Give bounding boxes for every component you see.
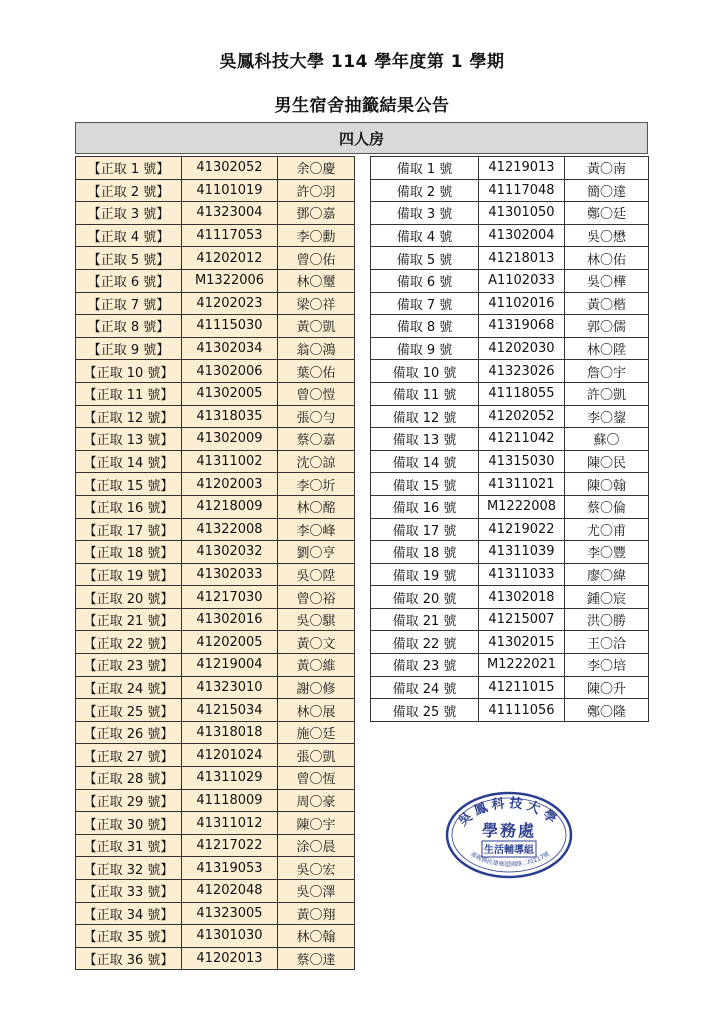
admitted-number-label: 【正取 24 號】 <box>76 676 182 699</box>
waitlist-student-id: 41202030 <box>479 337 565 360</box>
waitlist-student-name: 許〇凱 <box>565 382 649 405</box>
admitted-number-label: 【正取 18 號】 <box>76 541 182 564</box>
waitlist-number-label: 備取 14 號 <box>371 450 479 473</box>
admitted-number-label: 【正取 29 號】 <box>76 789 182 812</box>
admitted-number-label: 【正取 11 號】 <box>76 382 182 405</box>
waitlist-number-label: 備取 19 號 <box>371 563 479 586</box>
admitted-student-id: 41302009 <box>182 428 278 451</box>
waitlist-student-name: 吳〇樺 <box>565 269 649 292</box>
waitlist-row <box>371 269 649 292</box>
admitted-student-name: 林〇翰 <box>278 925 355 948</box>
waitlist-student-id: 41215007 <box>479 608 565 631</box>
waitlist-row <box>371 247 649 270</box>
waitlist-student-name: 洪〇勝 <box>565 608 649 631</box>
waitlist-table <box>370 156 649 722</box>
admitted-student-name: 曾〇裕 <box>278 586 355 609</box>
admitted-student-name: 吳〇陞 <box>278 563 355 586</box>
waitlist-row <box>371 360 649 383</box>
waitlist-student-id: 41311033 <box>479 563 565 586</box>
admitted-row <box>76 721 355 744</box>
admitted-row <box>76 789 355 812</box>
admitted-table <box>75 156 355 970</box>
admitted-row <box>76 812 355 835</box>
admitted-student-id: 41302034 <box>182 337 278 360</box>
admitted-student-name: 劉〇亨 <box>278 541 355 564</box>
admitted-row <box>76 767 355 790</box>
admitted-student-name: 許〇羽 <box>278 179 355 202</box>
admitted-student-name: 葉〇佑 <box>278 360 355 383</box>
waitlist-row <box>371 202 649 225</box>
admitted-student-id: 41202005 <box>182 631 278 654</box>
waitlist-student-name: 林〇陞 <box>565 337 649 360</box>
waitlist-student-id: 41211042 <box>479 428 565 451</box>
admitted-number-label: 【正取 12 號】 <box>76 405 182 428</box>
waitlist-student-name: 陳〇升 <box>565 676 649 699</box>
admitted-student-name: 周〇豪 <box>278 789 355 812</box>
admitted-row <box>76 337 355 360</box>
admitted-student-id: 41118009 <box>182 789 278 812</box>
admitted-number-label: 【正取 30 號】 <box>76 812 182 835</box>
waitlist-student-name: 蔡〇倫 <box>565 495 649 518</box>
waitlist-student-id: 41311039 <box>479 541 565 564</box>
admitted-number-label: 【正取 36 號】 <box>76 947 182 970</box>
waitlist-row <box>371 654 649 677</box>
admitted-number-label: 【正取 28 號】 <box>76 767 182 790</box>
admitted-student-name: 沈〇諒 <box>278 450 355 473</box>
admitted-row <box>76 586 355 609</box>
waitlist-number-label: 備取 6 號 <box>371 269 479 292</box>
waitlist-student-name: 廖〇緯 <box>565 563 649 586</box>
admitted-row <box>76 925 355 948</box>
waitlist-student-id: 41211015 <box>479 676 565 699</box>
admitted-number-label: 【正取 22 號】 <box>76 631 182 654</box>
waitlist-student-name: 尤〇甫 <box>565 518 649 541</box>
admitted-number-label: 【正取 17 號】 <box>76 518 182 541</box>
admitted-row <box>76 360 355 383</box>
waitlist-row <box>371 382 649 405</box>
admitted-row <box>76 382 355 405</box>
waitlist-number-label: 備取 18 號 <box>371 541 479 564</box>
waitlist-student-name: 林〇佑 <box>565 247 649 270</box>
page-subtitle: 男生宿舍抽籤結果公告 <box>274 96 450 116</box>
admitted-student-name: 梁〇祥 <box>278 292 355 315</box>
admitted-student-id: M1322006 <box>182 269 278 292</box>
waitlist-row <box>371 157 649 180</box>
waitlist-number-label: 備取 7 號 <box>371 292 479 315</box>
waitlist-number-label: 備取 17 號 <box>371 518 479 541</box>
admitted-number-label: 【正取 16 號】 <box>76 495 182 518</box>
waitlist-student-id: 41111056 <box>479 699 565 722</box>
waitlist-student-id: A1102033 <box>479 269 565 292</box>
admitted-row <box>76 541 355 564</box>
admitted-student-name: 張〇凱 <box>278 744 355 767</box>
admitted-student-name: 余〇慶 <box>278 157 355 180</box>
admitted-number-label: 【正取 2 號】 <box>76 179 182 202</box>
waitlist-number-label: 備取 16 號 <box>371 495 479 518</box>
waitlist-row <box>371 428 649 451</box>
admitted-row <box>76 405 355 428</box>
admitted-student-id: 41115030 <box>182 315 278 338</box>
waitlist-number-label: 備取 13 號 <box>371 428 479 451</box>
admitted-row <box>76 224 355 247</box>
waitlist-number-label: 備取 5 號 <box>371 247 479 270</box>
waitlist-student-id: 41319068 <box>479 315 565 338</box>
waitlist-student-id: 41219022 <box>479 518 565 541</box>
waitlist-number-label: 備取 10 號 <box>371 360 479 383</box>
waitlist-student-name: 鄭〇廷 <box>565 202 649 225</box>
admitted-student-id: 41318035 <box>182 405 278 428</box>
waitlist-student-id: 41118055 <box>479 382 565 405</box>
admitted-student-id: 41302033 <box>182 563 278 586</box>
admitted-student-name: 黃〇維 <box>278 654 355 677</box>
waitlist-student-name: 陳〇民 <box>565 450 649 473</box>
admitted-number-label: 【正取 1 號】 <box>76 157 182 180</box>
admitted-student-name: 林〇酩 <box>278 495 355 518</box>
admitted-row <box>76 947 355 970</box>
waitlist-row <box>371 224 649 247</box>
waitlist-number-label: 備取 12 號 <box>371 405 479 428</box>
admitted-row <box>76 473 355 496</box>
waitlist-student-name: 黃〇南 <box>565 157 649 180</box>
waitlist-row <box>371 699 649 722</box>
admitted-row <box>76 902 355 925</box>
admitted-number-label: 【正取 4 號】 <box>76 224 182 247</box>
admitted-number-label: 【正取 34 號】 <box>76 902 182 925</box>
admitted-student-id: 41301030 <box>182 925 278 948</box>
admitted-student-name: 黃〇凱 <box>278 315 355 338</box>
admitted-student-id: 41322008 <box>182 518 278 541</box>
waitlist-row <box>371 608 649 631</box>
admitted-student-id: 41202048 <box>182 880 278 903</box>
admitted-student-id: 41202013 <box>182 947 278 970</box>
admitted-student-id: 41318018 <box>182 721 278 744</box>
admitted-row <box>76 744 355 767</box>
admitted-row <box>76 292 355 315</box>
waitlist-student-name: 蘇〇 <box>565 428 649 451</box>
admitted-number-label: 【正取 10 號】 <box>76 360 182 383</box>
admitted-student-name: 蔡〇嘉 <box>278 428 355 451</box>
waitlist-number-label: 備取 11 號 <box>371 382 479 405</box>
admitted-student-id: 41117053 <box>182 224 278 247</box>
waitlist-student-name: 李〇豐 <box>565 541 649 564</box>
admitted-row <box>76 202 355 225</box>
waitlist-number-label: 備取 20 號 <box>371 586 479 609</box>
waitlist-number-label: 備取 24 號 <box>371 676 479 699</box>
admitted-student-name: 吳〇宏 <box>278 857 355 880</box>
admitted-row <box>76 608 355 631</box>
waitlist-student-name: 鍾〇宸 <box>565 586 649 609</box>
admitted-student-id: 41217022 <box>182 834 278 857</box>
admitted-student-name: 施〇廷 <box>278 721 355 744</box>
admitted-number-label: 【正取 20 號】 <box>76 586 182 609</box>
admitted-student-name: 陳〇宇 <box>278 812 355 835</box>
waitlist-number-label: 備取 4 號 <box>371 224 479 247</box>
admitted-student-name: 蔡〇達 <box>278 947 355 970</box>
admitted-student-name: 林〇展 <box>278 699 355 722</box>
waitlist-number-label: 備取 22 號 <box>371 631 479 654</box>
stamp-bottom-text: 嘉義縣民雄鄉建國路二段117號 <box>469 850 551 869</box>
admitted-row <box>76 654 355 677</box>
admitted-row <box>76 428 355 451</box>
admitted-row <box>76 834 355 857</box>
waitlist-number-label: 備取 21 號 <box>371 608 479 631</box>
waitlist-student-id: M1222008 <box>479 495 565 518</box>
page-title: 吳鳳科技大學 114 學年度第 1 學期 <box>219 52 505 72</box>
admitted-student-name: 林〇璽 <box>278 269 355 292</box>
admitted-student-name: 吳〇澤 <box>278 880 355 903</box>
admitted-student-name: 吳〇騏 <box>278 608 355 631</box>
waitlist-row <box>371 541 649 564</box>
admitted-student-id: 41101019 <box>182 179 278 202</box>
waitlist-student-name: 陳〇翰 <box>565 473 649 496</box>
admitted-number-label: 【正取 9 號】 <box>76 337 182 360</box>
waitlist-student-id: 41102016 <box>479 292 565 315</box>
admitted-number-label: 【正取 6 號】 <box>76 269 182 292</box>
waitlist-student-name: 黃〇楷 <box>565 292 649 315</box>
admitted-row <box>76 269 355 292</box>
waitlist-row <box>371 405 649 428</box>
admitted-student-id: 41215034 <box>182 699 278 722</box>
waitlist-number-label: 備取 2 號 <box>371 179 479 202</box>
admitted-student-name: 李〇峰 <box>278 518 355 541</box>
waitlist-number-label: 備取 23 號 <box>371 654 479 677</box>
admitted-number-label: 【正取 5 號】 <box>76 247 182 270</box>
waitlist-student-id: 41302004 <box>479 224 565 247</box>
admitted-student-id: 41202023 <box>182 292 278 315</box>
admitted-number-label: 【正取 7 號】 <box>76 292 182 315</box>
admitted-student-name: 黃〇翔 <box>278 902 355 925</box>
waitlist-number-label: 備取 9 號 <box>371 337 479 360</box>
admitted-student-id: 41302006 <box>182 360 278 383</box>
waitlist-row <box>371 179 649 202</box>
admitted-row <box>76 518 355 541</box>
admitted-number-label: 【正取 31 號】 <box>76 834 182 857</box>
admitted-student-id: 41311002 <box>182 450 278 473</box>
admitted-student-id: 41323010 <box>182 676 278 699</box>
waitlist-student-id: 41117048 <box>479 179 565 202</box>
admitted-student-name: 涂〇晨 <box>278 834 355 857</box>
admitted-student-id: 41302016 <box>182 608 278 631</box>
office-stamp <box>444 790 574 880</box>
admitted-row <box>76 495 355 518</box>
waitlist-number-label: 備取 25 號 <box>371 699 479 722</box>
stamp-arc-text: 吳鳳科技大學 <box>455 795 563 830</box>
waitlist-student-id: 41301050 <box>479 202 565 225</box>
admitted-row <box>76 676 355 699</box>
admitted-student-id: 41323004 <box>182 202 278 225</box>
waitlist-student-id: 41219013 <box>479 157 565 180</box>
admitted-student-id: 41311012 <box>182 812 278 835</box>
waitlist-row <box>371 450 649 473</box>
waitlist-student-name: 李〇培 <box>565 654 649 677</box>
admitted-number-label: 【正取 15 號】 <box>76 473 182 496</box>
admitted-row <box>76 699 355 722</box>
admitted-row <box>76 857 355 880</box>
waitlist-student-id: 41202052 <box>479 405 565 428</box>
admitted-number-label: 【正取 33 號】 <box>76 880 182 903</box>
admitted-student-id: 41201024 <box>182 744 278 767</box>
admitted-number-label: 【正取 27 號】 <box>76 744 182 767</box>
admitted-number-label: 【正取 3 號】 <box>76 202 182 225</box>
waitlist-number-label: 備取 1 號 <box>371 157 479 180</box>
admitted-row <box>76 179 355 202</box>
admitted-student-id: 41218009 <box>182 495 278 518</box>
admitted-number-label: 【正取 14 號】 <box>76 450 182 473</box>
waitlist-student-id: 41218013 <box>479 247 565 270</box>
waitlist-student-id: 41302018 <box>479 586 565 609</box>
waitlist-student-id: 41315030 <box>479 450 565 473</box>
admitted-student-name: 李〇圻 <box>278 473 355 496</box>
waitlist-row <box>371 292 649 315</box>
admitted-student-name: 曾〇恆 <box>278 767 355 790</box>
admitted-row <box>76 157 355 180</box>
admitted-row <box>76 247 355 270</box>
admitted-number-label: 【正取 13 號】 <box>76 428 182 451</box>
admitted-row <box>76 450 355 473</box>
admitted-number-label: 【正取 19 號】 <box>76 563 182 586</box>
waitlist-row <box>371 315 649 338</box>
waitlist-student-name: 詹〇宇 <box>565 360 649 383</box>
admitted-student-name: 李〇勳 <box>278 224 355 247</box>
admitted-student-name: 鄧〇嘉 <box>278 202 355 225</box>
waitlist-row <box>371 631 649 654</box>
admitted-number-label: 【正取 21 號】 <box>76 608 182 631</box>
admitted-student-id: 41202012 <box>182 247 278 270</box>
admitted-student-name: 張〇勻 <box>278 405 355 428</box>
waitlist-number-label: 備取 15 號 <box>371 473 479 496</box>
waitlist-student-name: 鄭〇隆 <box>565 699 649 722</box>
stamp-line2: 生活輔導組 <box>484 845 534 856</box>
waitlist-row <box>371 495 649 518</box>
waitlist-row <box>371 563 649 586</box>
admitted-number-label: 【正取 23 號】 <box>76 654 182 677</box>
waitlist-student-name: 李〇鋆 <box>565 405 649 428</box>
waitlist-student-name: 王〇洽 <box>565 631 649 654</box>
admitted-student-name: 黃〇文 <box>278 631 355 654</box>
admitted-student-id: 41319053 <box>182 857 278 880</box>
admitted-row <box>76 880 355 903</box>
admitted-number-label: 【正取 32 號】 <box>76 857 182 880</box>
waitlist-row <box>371 586 649 609</box>
admitted-student-name: 曾〇愷 <box>278 382 355 405</box>
waitlist-student-name: 郭〇儒 <box>565 315 649 338</box>
waitlist-number-label: 備取 3 號 <box>371 202 479 225</box>
waitlist-number-label: 備取 8 號 <box>371 315 479 338</box>
admitted-student-id: 41219004 <box>182 654 278 677</box>
admitted-student-name: 翁〇鴻 <box>278 337 355 360</box>
admitted-row <box>76 631 355 654</box>
waitlist-row <box>371 676 649 699</box>
admitted-number-label: 【正取 26 號】 <box>76 721 182 744</box>
waitlist-student-id: 41311021 <box>479 473 565 496</box>
waitlist-student-id: 41302015 <box>479 631 565 654</box>
admitted-student-id: 41202003 <box>182 473 278 496</box>
waitlist-row <box>371 518 649 541</box>
admitted-row <box>76 563 355 586</box>
waitlist-student-id: 41323026 <box>479 360 565 383</box>
waitlist-row <box>371 473 649 496</box>
admitted-student-id: 41302005 <box>182 382 278 405</box>
waitlist-row <box>371 337 649 360</box>
admitted-student-name: 曾〇佑 <box>278 247 355 270</box>
admitted-student-id: 41311029 <box>182 767 278 790</box>
admitted-student-id: 41323005 <box>182 902 278 925</box>
admitted-student-id: 41217030 <box>182 586 278 609</box>
admitted-number-label: 【正取 35 號】 <box>76 925 182 948</box>
waitlist-student-id: M1222021 <box>479 654 565 677</box>
admitted-row <box>76 315 355 338</box>
admitted-student-id: 41302032 <box>182 541 278 564</box>
admitted-number-label: 【正取 25 號】 <box>76 699 182 722</box>
admitted-number-label: 【正取 8 號】 <box>76 315 182 338</box>
admitted-student-id: 41302052 <box>182 157 278 180</box>
stamp-line1: 學務處 <box>481 821 537 840</box>
room-type-header: 四人房 <box>75 122 648 154</box>
waitlist-student-name: 吳〇懋 <box>565 224 649 247</box>
admitted-student-name: 謝〇修 <box>278 676 355 699</box>
waitlist-student-name: 簡〇達 <box>565 179 649 202</box>
